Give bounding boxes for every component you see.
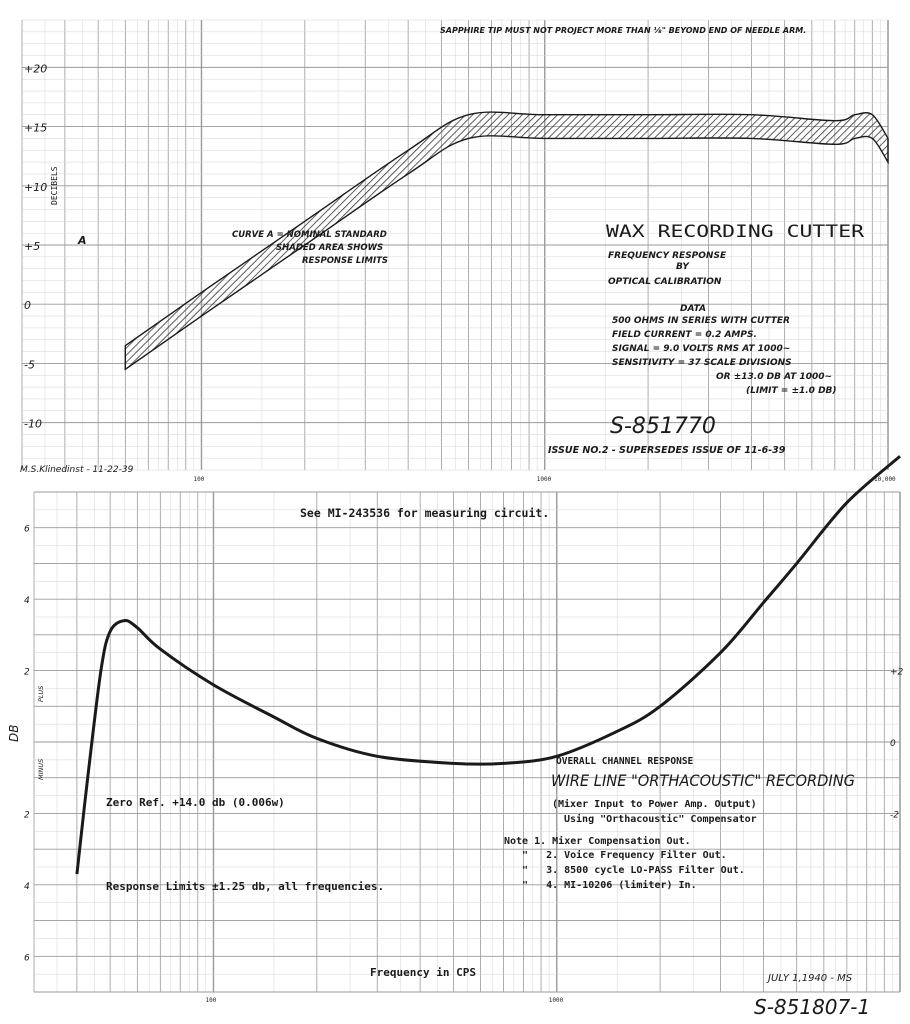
bottom-y-tick-label: 4 [24, 881, 30, 892]
top-y-tick-label: 0 [24, 299, 31, 313]
bottom-zero-reference: Zero Ref. +14.0 db (0.006w) [106, 796, 285, 809]
top-y-tick-label: +10 [24, 180, 48, 194]
top-x-tick-label: 100 [193, 476, 205, 483]
top-title: WAX RECORDING CUTTER [606, 222, 865, 242]
bottom-date: JULY 1,1940 - MS [768, 973, 853, 984]
top-legend-line-2: SHADED AREA SHOWS [276, 243, 384, 253]
top-y-tick-label: +20 [24, 62, 48, 76]
top-x-tick-label: 10,000 [874, 476, 896, 483]
bottom-y-tick-label: 6 [24, 953, 30, 964]
top-data-heading: DATA [680, 304, 706, 314]
top-y-tick-label: -10 [24, 417, 42, 431]
bottom-right-tick-label: -2 [890, 810, 899, 821]
top-legend-line-1: CURVE A = NOMINAL STANDARD [232, 230, 387, 240]
top-subtitle-1: FREQUENCY RESPONSE [608, 251, 727, 261]
bottom-note-1: Note 1. Mixer Compensation Out. [504, 836, 691, 847]
top-data-line-3: SIGNAL = 9.0 VOLTS RMS AT 1000~ [612, 344, 791, 354]
top-data-line-6: (LIMIT = ±1.0 DB) [746, 386, 837, 396]
bottom-note-3: " 3. 8500 cycle LO-PASS Filter Out. [522, 865, 745, 876]
top-issue-note: ISSUE NO.2 - SUPERSEDES ISSUE OF 11-6-39 [548, 445, 786, 456]
bottom-subtitle-2: Using "Orthacoustic" Compensator [564, 814, 757, 825]
bottom-y-tick-label: 2 [24, 810, 30, 821]
bottom-response-limits: Response Limits ±1.25 db, all frequencies. [106, 880, 385, 893]
bottom-header: OVERALL CHANNEL RESPONSE [556, 756, 694, 767]
top-y-axis-label: DECIBELS [50, 166, 59, 205]
bottom-note-4: " 4. MI-10206 (limiter) In. [522, 880, 697, 891]
bottom-y-tick-label: 2 [24, 667, 30, 678]
bottom-y-side-minus: MINUS [37, 758, 45, 780]
bottom-note-2: " 2. Voice Frequency Filter Out. [522, 850, 727, 861]
top-data-line-1: 500 OHMS IN SERIES WITH CUTTER [612, 316, 790, 326]
top-note: SAPPHIRE TIP MUST NOT PROJECT MORE THAN ⅛" BEYOND END OF NEEDLE ARM. [440, 26, 807, 35]
bottom-y-tick-label: 4 [24, 596, 30, 607]
top-subtitle-2: BY [676, 262, 689, 272]
top-data-line-2: FIELD CURRENT = 0.2 AMPS. [612, 330, 757, 340]
bottom-title: WIRE LINE "ORTHACOUSTIC" RECORDING [551, 771, 855, 790]
bottom-y-side-plus: PLUS [37, 685, 45, 702]
top-subtitle-3: OPTICAL CALIBRATION [608, 277, 722, 287]
top-y-tick-label: -5 [24, 358, 35, 372]
top-y-tick-label: +5 [24, 240, 41, 253]
bottom-y-axis-label: DB [7, 724, 21, 742]
bottom-right-tick-label: +2 [890, 667, 904, 678]
top-x-tick-label: 1000 [536, 476, 552, 483]
bottom-x-tick-label: 100 [205, 997, 217, 1004]
top-y-tick-label: +15 [24, 121, 48, 135]
bottom-right-tick-label: 0 [890, 739, 896, 749]
bottom-y-tick-label: 6 [24, 524, 30, 535]
top-drawing-number: S-851770 [610, 414, 716, 439]
top-data-line-4: SENSITIVITY = 37 SCALE DIVISIONS [612, 358, 792, 368]
top-legend-line-3: RESPONSE LIMITS [302, 256, 389, 266]
bottom-drawing-number: S-851807-1 [754, 995, 871, 1019]
bottom-x-axis-label: Frequency in CPS [370, 966, 476, 979]
top-curve-label: A [78, 234, 87, 247]
bottom-x-tick-label: 1000 [548, 997, 564, 1004]
top-data-line-5: OR ±13.0 DB AT 1000~ [716, 372, 833, 382]
top-signature: M.S.Klinedinst - 11-22-39 [20, 465, 134, 475]
bottom-subtitle-1: (Mixer Input to Power Amp. Output) [552, 799, 757, 810]
bottom-top-note: See MI-243536 for measuring circuit. [300, 506, 550, 520]
